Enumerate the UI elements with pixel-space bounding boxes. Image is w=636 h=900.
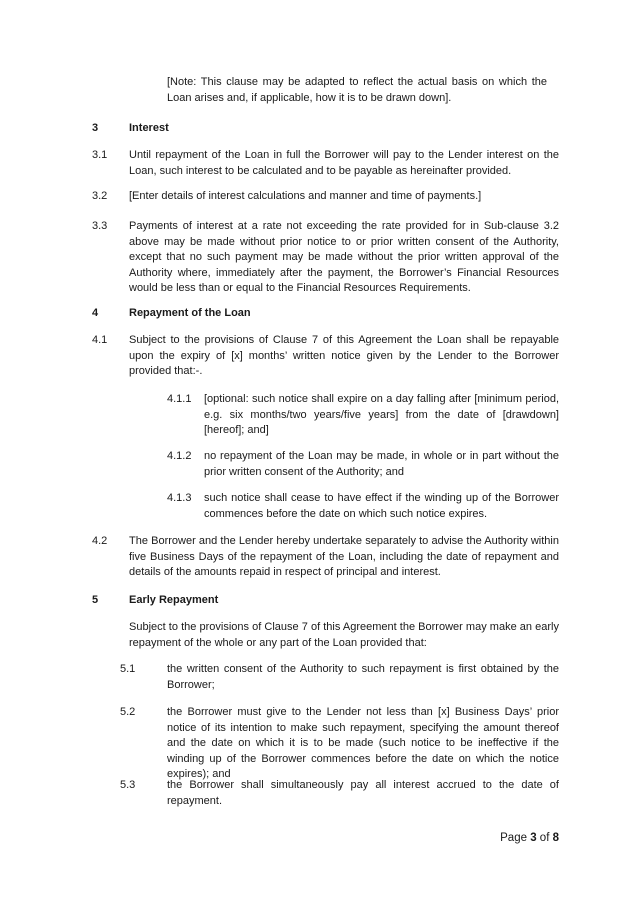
section-5-intro: Subject to the provisions of Clause 7 of this Agreement the Borrower may make an early repayment of the whole or any part of the Loan provided that:: [129, 621, 559, 649]
clause-3-3-number: 3.3: [92, 220, 108, 232]
clause-4-1-3-number: 4.1.3: [167, 492, 192, 504]
footer-total-pages: 8: [552, 832, 559, 844]
clause-4-1-number: 4.1: [92, 334, 108, 346]
clause-4-1-2-number: 4.1.2: [167, 450, 192, 462]
clause-3-2-number: 3.2: [92, 190, 108, 202]
clause-5-2-text: the Borrower must give to the Lender not less than [x] Business Days’ prior notice of its intention to make such repayment, specifying the amount thereof and the date on which it is to be made (such notice to be ineffective if the winding up of the Borrower commences before the date on which the notice expires); and: [167, 706, 559, 781]
section-4-title: Repayment of the Loan: [129, 307, 251, 319]
section-5-title: Early Repayment: [129, 594, 219, 606]
clause-3-1-number: 3.1: [92, 149, 108, 161]
clause-5-2-number: 5.2: [120, 706, 136, 718]
section-3-number: 3: [92, 122, 99, 134]
clause-4-1-2-text: no repayment of the Loan may be made, in whole or in part without the prior written consent of the Authority; and: [204, 450, 559, 478]
clause-5-1-number: 5.1: [120, 663, 136, 675]
section-4-number: 4: [92, 307, 99, 319]
clause-4-1-text: Subject to the provisions of Clause 7 of this Agreement the Loan shall be repayable upon the expiry of [x] months’ written notice given by the Lender to the Borrower provided that:-.: [129, 334, 559, 378]
clause-4-1-1-text: [optional: such notice shall expire on a day falling after [minimum period, e.g. six months/two years/five years] from the date of [drawdown] [hereof]; and]: [204, 393, 559, 437]
page-footer: [500, 831, 559, 847]
clause-3-1-text: Until repayment of the Loan in full the Borrower will pay to the Lender interest on the Loan, such interest to be calculated and to be payable as hereinafter provided.: [129, 149, 559, 177]
clause-4-1-3-text: such notice shall cease to have effect if the winding up of the Borrower commences before the date on which such notice expires.: [204, 492, 559, 520]
clause-5-1-text: the written consent of the Authority to such repayment is first obtained by the Borrower;: [167, 663, 559, 691]
clause-4-1-1-number: 4.1.1: [167, 393, 192, 405]
section-3-title: Interest: [129, 122, 169, 134]
clause-4-2-text: The Borrower and the Lender hereby undertake separately to advise the Authority within five Business Days of the repayment of the Loan, including the date of repayment and details of the amounts repaid in respect of principal and interest.: [129, 535, 559, 579]
clause-5-3-text: the Borrower shall simultaneously pay all interest accrued to the date of repayment.: [167, 779, 559, 807]
clause-4-2-number: 4.2: [92, 535, 108, 547]
clause-5-3-number: 5.3: [120, 779, 136, 791]
footer-page-number: 3: [530, 832, 537, 844]
section-5-number: 5: [92, 594, 99, 606]
clause-3-3-text: Payments of interest at a rate not exceeding the rate provided for in Sub-clause 3.2 above may be made without prior notice to or prior written consent of the Authority, except that no such payment may be made without the prior written approval of the Authority where, immediately after the payment, the Borrower’s Financial Resources would be less than or equal to the Financial Resources Requirements.: [129, 220, 559, 295]
clause-3-2-text: [Enter details of interest calculations and manner and time of payments.]: [129, 190, 482, 202]
footer-of-word: of: [539, 832, 550, 844]
drafting-note: [Note: This clause may be adapted to reflect the actual basis on which the Loan arises and, if applicable, how it is to be drawn down].: [167, 76, 547, 104]
footer-page-word: Page: [500, 832, 527, 844]
